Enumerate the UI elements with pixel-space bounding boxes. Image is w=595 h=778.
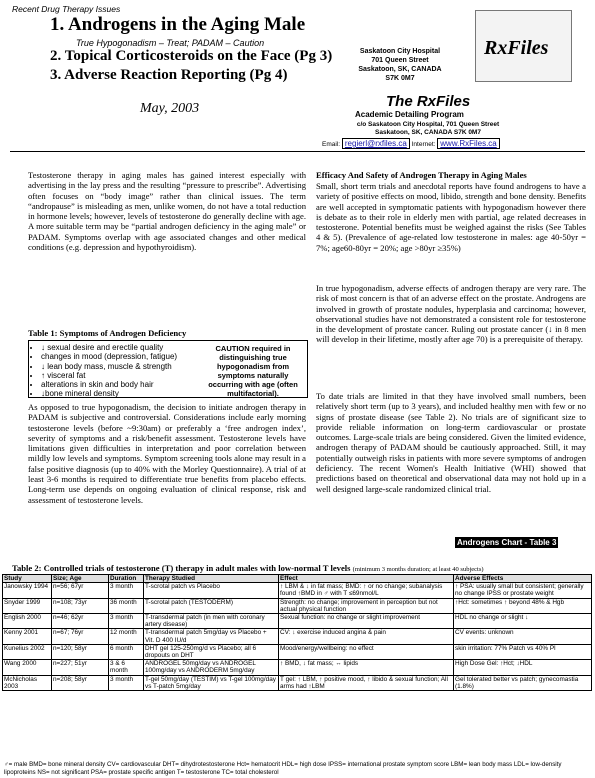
contact-line [322,139,500,148]
table-cell: T-scrotal patch (TESTODERM) [144,598,279,613]
table-cell: HDL no change or slight ↓ [454,614,592,629]
col-header-duration: Duration [109,575,144,583]
table1-symptoms [28,340,308,398]
table-cell: n=227; 51yr [52,660,109,675]
email-link[interactable]: regierl@rxfiles.ca [342,138,410,149]
table-cell: 12 month [109,629,144,644]
table-cell: ↑Hct: sometimes ↑ beyond 48% & Hgb [454,598,592,613]
table-cell: 3 month [109,583,144,598]
table-cell: Strength: no change; improvement in perception but not actual physical function [279,598,454,613]
org-title: The RxFiles [386,93,471,110]
table-cell: Gel tolerated better vs patch; gynecomastia (1.8%) [454,675,592,690]
table-header-row [3,575,592,583]
symptom-item: • ↓ sexual desire and erectile quality [41,343,307,352]
table-cell: McNicholas 2003 [3,675,52,690]
issue-label: Recent Drug Therapy Issues [12,4,121,14]
col-header-study: Study [3,575,52,583]
table-cell: T-transdermal patch 5mg/day vs Placebo + Vit. D 400 IU/d [144,629,279,644]
table-cell: Sexual function: no change or slight improvement [279,614,454,629]
symptom-item: • ↑ visceral fat [41,371,307,380]
symptom-item: • changes in mood (depression, fatigue) [41,352,307,361]
table-cell: T gel: ↑ LBM, ↑ positive mood, ↑ libido & sexual function; All arms had ↑LBM [279,675,454,690]
table-cell: 3 & 6 month [109,660,144,675]
table-cell: High Dose Gel: ↑Hct; ↓HDL [454,660,592,675]
table-cell: n=46; 62yr [52,614,109,629]
main-subtitle: True Hypogonadism – Treat; PADAM – Caution [76,38,265,48]
symptom-item: • ↓bone mineral density [41,389,307,398]
table-cell: Snyder 1999 [3,598,52,613]
col-header-size: Size; Age [52,575,109,583]
logo-addr-line: 701 Queen Street [371,57,429,64]
org-subtitle: Academic Detailing Program [355,110,464,119]
right-heading: Efficacy And Safety of Androgen Therapy in Aging Males [316,170,527,180]
internet-label: Internet: [411,141,436,148]
org-address-line1: c/o Saskatoon City Hospital, 701 Queen Street [356,121,500,128]
symptom-item: • alterations in skin and body hair [41,380,307,389]
org-address-line2: Saskatoon, SK, CANADA S7K 0M7 [375,129,481,136]
table-cell: Kenny 2001 [3,629,52,644]
table-row [3,598,592,613]
logo-address [330,47,470,83]
table-cell: CV: ↓ exercise induced angina & pain [279,629,454,644]
table-cell: 6 month [109,644,144,659]
email-label: Email: [322,141,341,148]
table-cell: n=208; 58yr [52,675,109,690]
title-topical-corticosteroids: 2. Topical Corticosteroids on the Face (Pg 3) [50,48,333,64]
table-cell: n=120; 58yr [52,644,109,659]
table-cell: 36 month [109,598,144,613]
table-cell: T-transdermal patch (in men with coronary artery disease) [144,614,279,629]
issue-date: May, 2003 [140,101,200,116]
table-row [3,644,592,659]
table-cell: Mood/energy/wellbeing: no effect [279,644,454,659]
table-cell: ↑ BMD, ↓ fat mass; ↔ lipids [279,660,454,675]
table-row [3,660,592,675]
table1-title: Table 1: Symptoms of Androgen Deficiency [28,328,187,338]
table-cell: skin irritation: 77% Patch vs 40% Pl [454,644,592,659]
col-header-effect: Effect [279,575,454,583]
table-cell: CV events: unknown [454,629,592,644]
table-cell: Kunelius 2002 [3,644,52,659]
table-cell: n=108; 73yr [52,598,109,613]
table-cell: 3 month [109,675,144,690]
table-cell: ↑ LBM & ↓ in fat mass; BMD: ↑ or no change; subanalysis found ↑BMD in ♂ with T ≤69nmol/L [279,583,454,598]
abbreviations-footer: ♂= male BMD= bone mineral density CV= cardiovascular DHT= dihydrotestosterone Hct= hematocrit HDL= high dose IPSS= international prostate symptom score LBM= lean body mass LDL= low-density lipoproteins NS= not significant PSA= prostate specific antigen T= testosterone TC= total cholesterol [4,761,562,776]
website-link[interactable]: www.RxFiles.ca [437,138,499,149]
table-row [3,675,592,690]
trials-table-body [3,583,592,691]
table-row [3,614,592,629]
table-cell: 3 month [109,614,144,629]
org-address [328,121,528,137]
logo-addr-line: S7K 0M7 [385,75,415,82]
table-row [3,583,592,598]
table2-title-text: Table 2: Controlled trials of testosterone (T) therapy in adult males with low-normal T levels [12,563,351,573]
table2-title [12,563,484,573]
table-cell: Wang 2000 [3,660,52,675]
table-row [3,629,592,644]
table-cell: ANDROGEL 50mg/day vs ANDROGEL 100mg/day vs ANDRODERM 5mg/day [144,660,279,675]
androgens-chart-link[interactable]: Androgens Chart - Table 3 [457,538,557,547]
table-cell: T-gel 50mg/day (TESTIM) vs T-gel 100mg/day vs T-patch 5mg/day [144,675,279,690]
table-cell: n=67; 76yr [52,629,109,644]
table-cell: T-scrotal patch vs Placebo [144,583,279,598]
left-padam-paragraph: As opposed to true hypogonadism, the decision to initiate androgen therapy in PADAM is subjective and controversial. Considerations include early morning testosterone levels (before ~9:30am) or preferably a ‘free androgen index’, severity of symptoms and a risk/benefit assessment. Testosterone levels have limitations given difficulties in interpretation and poor correlation between mildly low levels and symptoms. Symptom screening tools alone may result in a false positive diagnosis (up to 40% with the Morley Questionnaire). A trial of at least 3-6 months is required to differentiate true benefits from placebo effects. Long-term use depends on ongoing evaluation of clinical response, risk and assessment of testosterone levels. [28,402,306,505]
table2-title-note: (minimum 3 months duration; at least 40 subjects) [352,566,484,573]
header-divider [10,151,585,152]
symptom-item: • ↓ lean body mass, muscle & strength [41,362,307,371]
table-cell: n=56; 67yr [52,583,109,598]
table-cell: DHT gel 125-250mg/d vs Placebo; all 6 dropouts on DHT [144,644,279,659]
table-cell: ↑ PSA: usually small but consistent; generally no change IPSS or prostate weight [454,583,592,598]
col-header-therapy: Therapy Studied [144,575,279,583]
title-adverse-reaction: 3. Adverse Reaction Reporting (Pg 4) [50,67,288,83]
logo-addr-line: Saskatoon, SK, CANADA [358,66,442,73]
main-title: 1. Androgens in the Aging Male [50,14,306,35]
table-cell: English 2000 [3,614,52,629]
right-efficacy-paragraph: Small, short term trials and anecdotal reports have found androgens to have a variety of positive effects on mood, libido, strength and bone density. Benefits are well accepted in symptomatic patients with hypogonadism however there is debate as to their role in elderly men with partial, age related decreases in testosterone. Potential benefits must be weighed against the risks (See Tables 4 & 5). (Prevalence of age-related low testosterone in males: age 40-50yr = 7%; age60-80yr = 20%; age >80yr ≥35%) [316,181,586,253]
right-adverse-paragraph: In true hypogonadism, adverse effects of androgen therapy are very rare. The risk of most concern is that of an adverse effect on the prostate. Androgens are involved in growth of prostate nodules, hyperplasia and carcinoma; however, observational studies have not demonstrated a consistent role for testosterone in the development of prostate cancer. Ruling out prostate cancer (↓ in 8 men will develop in their lifetime, mostly after age 70) is a prerequisite of therapy. [316,283,586,345]
left-intro-paragraph: Testosterone therapy in aging males has gained interest especially with advertising in the lay press and the resulting “pressure to prescribe”. Advertising often focuses on “body image” rather than clinical issues. The term “andropause” is misleading as men, unlike women, do not have a total reduction in hormone levels; however, levels of testosterone do generally decline with age. A more suitable term may be “partial androgen deficiency in the aging male” or PADAM. Symptoms overlap with age associated changes and other medical conditions (e.g. depression and hypothyroidism). [28,170,306,253]
rxfiles-logo [475,10,572,82]
col-header-adverse: Adverse Effects [454,575,592,583]
trials-table [2,574,592,691]
right-trials-paragraph: To date trials are limited in that they have involved small numbers, been relatively short term (up to 3 years), and included healthy men with few or no signs of prostate disease (see Table 2). No trials are of significant size to provide reliable information on long-term cardiovascular or prostate outcomes. Large-scale trials are being considered. Given the limited evidence, androgen therapy of PADAM should be cautiously approached. Still, it may potentially outweigh risks in patients with more severe symptoms of androgen deficiency. The recent Women's Health Initiative (WHI) showed that predictions based on theoretical and observational data may not hold up in a well designed large-scale randomized clinical trial. [316,391,586,494]
logo-addr-line: Saskatoon City Hospital [359,48,441,55]
caution-note: CAUTION required in distinguishing true hypogonadism from symptoms naturally occurring with age (often multifactorial). [208,344,298,398]
logo-text: RxFiles [484,37,549,59]
table-cell: Janowsky 1994 [3,583,52,598]
